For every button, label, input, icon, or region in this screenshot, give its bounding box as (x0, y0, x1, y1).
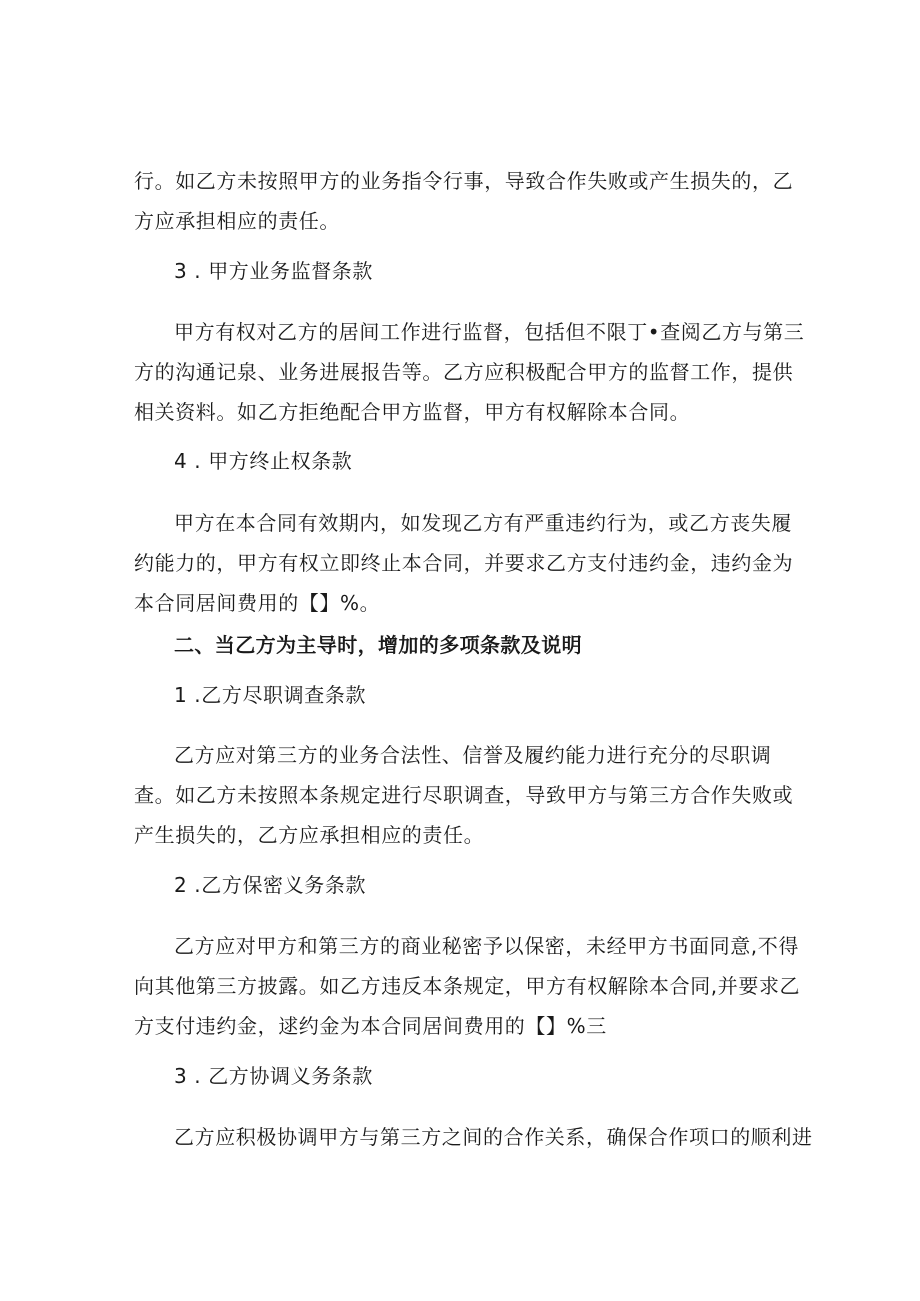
paragraph-line: 约能力的，甲方有权立即终止本合同，并要求乙方支付违约金，违约金为 (134, 551, 794, 575)
paragraph-line: 相关资料。如乙方拒绝配合甲方监督，甲方有权解除本合同。 (134, 400, 691, 424)
paragraph-line: 乙方应积极协调甲方与第三方之间的合作关系，确保合作项口的顺利进 (174, 1125, 813, 1149)
section-title: 二、当乙方为主导时，增加的多项条款及说明 (174, 633, 582, 657)
paragraph-line: 查。如乙方未按照本条规定进行尽职调查，导致甲方与第三方合作失败或 (134, 783, 794, 807)
clause-heading: 3 . 乙方协调义务条款 (174, 1064, 373, 1088)
paragraph-line: 方应承担相应的责任。 (134, 209, 340, 233)
clause-heading: 3 . 甲方业务监督条款 (174, 259, 373, 283)
paragraph-line: 行。如乙方未按照甲方的业务指令行事，导致合作失败或产生损失的，乙 (134, 169, 794, 193)
paragraph-line: 向其他第三方披露。如乙方违反本条规定，甲方有权解除本合同,并要求乙 (134, 974, 801, 998)
clause-heading: 2 .乙方保密义务条款 (174, 873, 367, 897)
paragraph-line: 方的沟通记泉、业务进展报告等。乙方应积极配合甲方的监督工作，提供 (134, 360, 794, 384)
paragraph-line: 甲方有权对乙方的居间工作进行监督，包括但不限丁•查阅乙方与第三 (174, 320, 805, 344)
clause-heading: 1 .乙方尽职调查条款 (174, 683, 367, 707)
paragraph-line: 本合同居间费用的【】%。 (134, 591, 381, 615)
clause-heading: 4 . 甲方终止权条款 (174, 449, 353, 473)
paragraph-line: 甲方在本合同有效期内，如发现乙方有严重违约行为，或乙方丧失履 (174, 511, 792, 535)
paragraph-line: 方支付违约金，逑约金为本合同居间费用的【】%三 (134, 1014, 607, 1038)
paragraph-line: 产生损失的，乙方应承担相应的责任。 (134, 823, 485, 847)
paragraph-line: 乙方应对甲方和第三方的商业秘密予以保密，未经甲方书面同意,不得 (174, 934, 799, 958)
paragraph-line: 乙方应对第三方的业务合法性、信誉及履约能力进行充分的尽职调 (174, 743, 772, 767)
